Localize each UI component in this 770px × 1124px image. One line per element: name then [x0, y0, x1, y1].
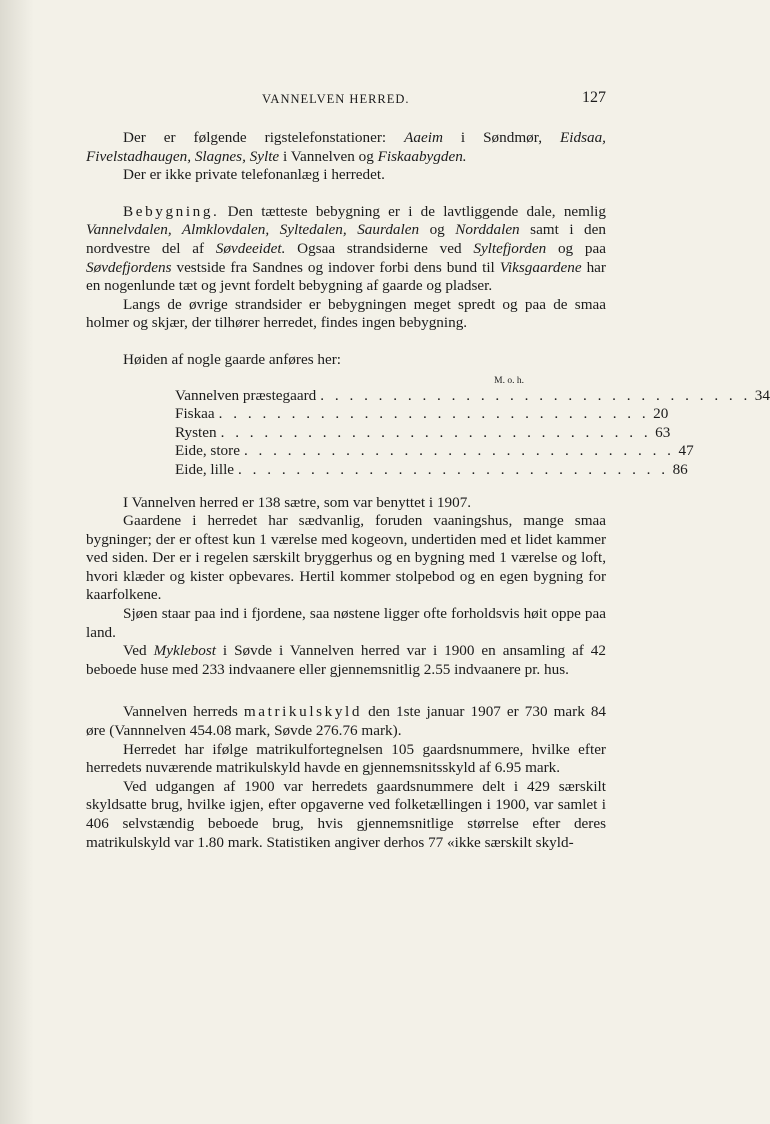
farm-name: Fiskaa	[175, 405, 215, 423]
table-row	[175, 460, 688, 480]
italic-place-name: Viksgaardene	[499, 258, 582, 276]
leader-dots: . . . . . . . . . . . . . . . . . . . . . . . . . . . . . .	[220, 423, 652, 441]
myklebost-paragraph: Ved Myklebost i Søvde i Vannelven herred var i 1900 en ansamling af 42 beboede huse med 233 indvaanere eller gjennemsnitlig 2.55 indvaanere pr. hus.	[86, 642, 606, 678]
strandsider-paragraph: Langs de øvrige strandsider er bebygningen meget spredt og paa de smaa holmer og skjær, der tilhører herredet, findes ingen bebygning.	[86, 295, 606, 332]
leader-dots: . . . . . . . . . . . . . . . . . . . . . . . . . . . . . .	[238, 460, 669, 478]
leader-dots: . . . . . . . . . . . . . . . . . . . . . . . . . . . . . .	[218, 405, 650, 423]
page-edge-shadow	[0, 0, 34, 1124]
farm-height: 47	[678, 442, 694, 460]
sjoen-paragraph: Sjøen staar paa ind i fjordene, saa nøstene ligger ofte forholdsvis høit oppe paa land.	[86, 605, 606, 641]
italic-place-name: Søvdeeidet.	[215, 239, 286, 257]
farm-height: 86	[672, 460, 688, 478]
italic-place-name: Syltefjorden	[473, 239, 547, 257]
matrikulskyld-paragraph: Vannelven herreds matrikulskyld den 1ste januar 1907 er 730 mark 84 øre (Vannnelven 454.08 mark, Søvde 276.76 mark).	[86, 703, 607, 740]
table-row	[175, 405, 669, 424]
farm-name: Vannelven præstegaard	[175, 386, 317, 404]
spaced-section-term: matrikulskyld	[243, 703, 363, 721]
spaced-section-term: Bebygning.	[123, 202, 220, 220]
gaardene-paragraph: Gaardene i herredet har sædvanlig, foruden vaaningshus, mange smaa bygninger; der er oftest kun 1 værelse med kogeovn, undertiden med et lidet kammer ved siden. Der er i regelen særskilt bryggerhus og en bygning med 1 værelse og loft, hvori klæder og kister opbevares. Hertil kommer stolpebod og en egen bygning for kaarfolkene.	[86, 512, 606, 604]
italic-place-name: Vannelvdalen, Almklovdalen, Syltedalen, Saurdalen	[86, 221, 420, 239]
running-head: VANNELVEN HERRED.	[262, 92, 410, 106]
farm-height: 34	[754, 386, 770, 404]
italic-place-name: Myklebost	[153, 642, 216, 660]
leader-dots: . . . . . . . . . . . . . . . . . . . . . . . . . . . . . .	[320, 386, 751, 404]
italic-place-name: Fiskaabygden.	[377, 147, 467, 165]
page-header	[86, 89, 606, 112]
page-number: 127	[582, 89, 606, 106]
table-row	[175, 386, 770, 406]
private-telephone-paragraph: Der er ikke private telefonanlæg i herredet.	[123, 166, 385, 184]
farm-height: 20	[653, 405, 669, 423]
bebygning-paragraph: Bebygning. Den tætteste bebygning er i de lavtliggende dale, nemlig Vannelvdalen, Almklovdalen, Syltedalen, Saurdalen og Norddalen samt i den nordvestre del af Søvdeeidet. Ogsaa strandsiderne ved Syltefjorden og paa Søvdefjordens vestside fra Sandnes og indover forbi dens bund til Viksgaardene har en nogenlunde tæt og jevnt fordelt bebygning af gaarde og pladser.	[86, 202, 606, 295]
italic-place-name: Aaeim	[404, 129, 443, 146]
table-row	[175, 442, 694, 461]
farm-name: Rysten	[175, 423, 217, 441]
italic-place-name: Søvdefjordens	[86, 258, 172, 276]
saetre-paragraph: I Vannelven herred er 138 sætre, som var benyttet i 1907.	[123, 493, 472, 511]
telephone-stations-paragraph: Der er følgende rigstelefonstationer: Aaeim i Søndmør, Eidsaa, Fivelstadhaugen, Slagnes, Sylte i Vannelven og Fiskaabygden.	[86, 129, 606, 165]
heights-intro: Høiden af nogle gaarde anføres her:	[123, 350, 342, 368]
farm-name: Eide, lille	[175, 460, 235, 478]
farm-height: 63	[655, 423, 671, 441]
gaardsnummere-paragraph: Herredet har ifølge matrikulfortegnelsen 105 gaardsnummere, hvilke efter herredets nuværende matrikulskyld havde en gjennemsnitsskyld af 6.95 mark.	[86, 740, 606, 777]
farm-heights-table	[86, 375, 770, 480]
body-text	[86, 129, 770, 852]
farm-name: Eide, store	[175, 442, 240, 460]
italic-place-name: Eidsaa, Fivelstadhaugen, Slagnes, Sylte	[86, 129, 606, 165]
table-unit-header: M. o. h.	[494, 375, 524, 386]
table-row	[175, 423, 671, 443]
brug-paragraph: Ved udgangen af 1900 var herredets gaardsnummere delt i 429 særskilt skyldsatte brug, hvilke igjen, efter opgaverne ved folketællingen i 1900, var samlet i 406 selvstændig beboede brug, hvis gjennemsnitlige størrelse efter deres matrikulskyld var 1.80 mark. Statistiken angiver derhos 77 «ikke særskilt skyld-	[86, 777, 606, 851]
leader-dots: . . . . . . . . . . . . . . . . . . . . . . . . . . . . . .	[243, 442, 675, 460]
italic-place-name: Norddalen	[455, 221, 520, 239]
